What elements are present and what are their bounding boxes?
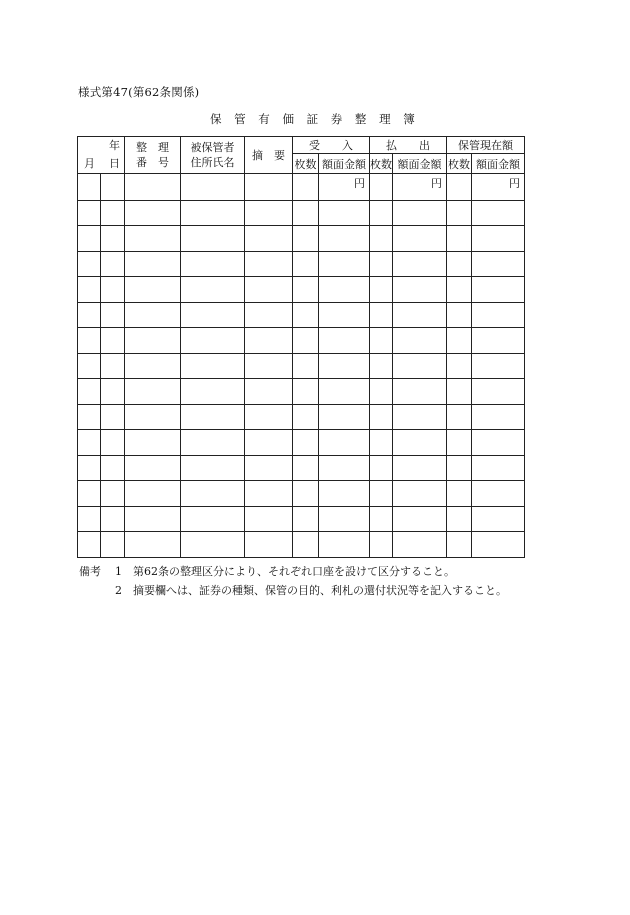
cell-month (78, 277, 101, 303)
cell-balance-count (447, 481, 472, 507)
cell-payout-face-value (393, 481, 447, 507)
cell-balance-count (447, 328, 472, 354)
cell-payout-count (370, 200, 393, 226)
cell-payout-face-value (393, 532, 447, 558)
cell-balance-count (447, 455, 472, 481)
cell-receipt-face-value (319, 251, 370, 277)
cell-balance-count (447, 277, 472, 303)
cell-day (101, 302, 125, 328)
cell-receipt-count (293, 174, 319, 201)
cell-month (78, 174, 101, 201)
header-depositor-top: 被保管者 (190, 141, 235, 154)
cell-depositor (181, 430, 245, 456)
ledger-row (78, 379, 525, 405)
cell-receipt-count (293, 226, 319, 252)
cell-receipt-count (293, 404, 319, 430)
cell-month (78, 200, 101, 226)
cell-summary (245, 174, 293, 201)
ledger-row (78, 481, 525, 507)
ledger-row (78, 174, 525, 201)
cell-payout-count (370, 174, 393, 201)
cell-summary (245, 277, 293, 303)
cell-month (78, 430, 101, 456)
cell-balance-count (447, 200, 472, 226)
cell-month (78, 353, 101, 379)
cell-depositor (181, 251, 245, 277)
header-balance-count: 枚数 (447, 154, 472, 174)
cell-depositor (181, 302, 245, 328)
notes (79, 562, 507, 600)
cell-summary (245, 430, 293, 456)
header-balance-face-value: 額面金額 (472, 154, 525, 174)
note-text: 摘要欄へは、証券の種類、保管の目的、利札の還付状況等を記入すること。 (133, 584, 507, 597)
cell-balance-count (447, 532, 472, 558)
cell-receipt-count (293, 277, 319, 303)
cell-month (78, 328, 101, 354)
cell-payout-count (370, 353, 393, 379)
cell-receipt-face-value (319, 277, 370, 303)
cell-day (101, 277, 125, 303)
cell-summary (245, 481, 293, 507)
ledger-row (78, 277, 525, 303)
ledger-row (78, 302, 525, 328)
ledger-row (78, 200, 525, 226)
header-seiri-number (125, 137, 181, 174)
cell-balance-face-value (472, 251, 525, 277)
cell-receipt-face-value (319, 506, 370, 532)
cell-depositor (181, 200, 245, 226)
cell-payout-face-value (393, 455, 447, 481)
cell-summary (245, 200, 293, 226)
ledger-row (78, 430, 525, 456)
cell-day (101, 353, 125, 379)
ledger-row (78, 455, 525, 481)
cell-payout-count (370, 226, 393, 252)
header-row-1 (78, 137, 525, 154)
cell-balance-count (447, 302, 472, 328)
header-seiri-bottom: 番 号 (136, 156, 169, 169)
cell-seiri-number (125, 379, 181, 405)
header-payout: 払 出 (370, 137, 447, 154)
cell-month (78, 226, 101, 252)
cell-payout-face-value (393, 277, 447, 303)
cell-balance-face-value (472, 404, 525, 430)
cell-receipt-count (293, 481, 319, 507)
cell-payout-face-value (393, 379, 447, 405)
header-receipt: 受 入 (293, 137, 370, 154)
cell-payout-count (370, 455, 393, 481)
cell-balance-face-value (472, 379, 525, 405)
cell-depositor (181, 404, 245, 430)
cell-seiri-number (125, 200, 181, 226)
cell-receipt-count (293, 379, 319, 405)
cell-balance-face-value (472, 481, 525, 507)
cell-payout-count (370, 328, 393, 354)
cell-receipt-count (293, 430, 319, 456)
cell-receipt-face-value (319, 200, 370, 226)
cell-summary (245, 302, 293, 328)
cell-payout-count (370, 379, 393, 405)
cell-depositor (181, 174, 245, 201)
notes-label: 備考 (79, 565, 101, 578)
cell-month (78, 302, 101, 328)
cell-summary (245, 226, 293, 252)
cell-depositor (181, 455, 245, 481)
cell-payout-face-value (393, 226, 447, 252)
cell-receipt-face-value (319, 532, 370, 558)
cell-balance-count (447, 174, 472, 201)
cell-month (78, 455, 101, 481)
cell-seiri-number (125, 430, 181, 456)
header-payout-count: 枚数 (370, 154, 393, 174)
cell-seiri-number (125, 174, 181, 201)
cell-day (101, 251, 125, 277)
cell-receipt-face-value (319, 430, 370, 456)
cell-summary (245, 532, 293, 558)
cell-seiri-number (125, 532, 181, 558)
cell-depositor (181, 379, 245, 405)
cell-seiri-number (125, 302, 181, 328)
ledger-row (78, 506, 525, 532)
ledger-row (78, 226, 525, 252)
cell-summary (245, 251, 293, 277)
header-payout-face-value: 額面金額 (393, 154, 447, 174)
cell-payout-face-value (393, 328, 447, 354)
ledger-row (78, 328, 525, 354)
cell-receipt-face-value (319, 379, 370, 405)
cell-payout-face-value (393, 430, 447, 456)
header-year: 年 (78, 137, 125, 154)
cell-depositor (181, 481, 245, 507)
cell-seiri-number (125, 481, 181, 507)
cell-payout-count (370, 532, 393, 558)
cell-depositor (181, 226, 245, 252)
header-depositor-bottom: 住所氏名 (190, 156, 235, 169)
header-month: 月 (78, 154, 101, 174)
cell-seiri-number (125, 328, 181, 354)
cell-summary (245, 404, 293, 430)
cell-day (101, 455, 125, 481)
ledger-row (78, 404, 525, 430)
cell-balance-count (447, 404, 472, 430)
cell-receipt-count (293, 532, 319, 558)
cell-balance-count (447, 353, 472, 379)
cell-day (101, 430, 125, 456)
yen-mark: 円 (319, 174, 370, 201)
cell-balance-face-value (472, 226, 525, 252)
cell-receipt-face-value (319, 328, 370, 354)
cell-depositor (181, 506, 245, 532)
cell-receipt-face-value (319, 481, 370, 507)
cell-payout-face-value (393, 404, 447, 430)
cell-seiri-number (125, 277, 181, 303)
cell-balance-face-value (472, 353, 525, 379)
cell-balance-face-value (472, 430, 525, 456)
note-item-1 (79, 562, 507, 581)
cell-balance-count (447, 379, 472, 405)
note-text: 第62条の整理区分により、それぞれ口座を設けて区分すること。 (133, 565, 455, 578)
securities-register-table (77, 136, 525, 558)
cell-balance-face-value (472, 328, 525, 354)
cell-payout-count (370, 302, 393, 328)
cell-summary (245, 379, 293, 405)
cell-balance-face-value (472, 200, 525, 226)
cell-seiri-number (125, 506, 181, 532)
cell-day (101, 328, 125, 354)
note-number: 1 (115, 565, 122, 578)
header-balance: 保管現在額 (447, 137, 525, 154)
cell-summary (245, 506, 293, 532)
cell-receipt-count (293, 302, 319, 328)
cell-depositor (181, 532, 245, 558)
header-seiri-top: 整 理 (136, 141, 169, 154)
yen-mark: 円 (393, 174, 447, 201)
cell-receipt-face-value (319, 404, 370, 430)
ledger-row (78, 532, 525, 558)
cell-payout-face-value (393, 200, 447, 226)
cell-receipt-count (293, 328, 319, 354)
cell-receipt-count (293, 506, 319, 532)
note-number: 2 (115, 584, 122, 597)
cell-month (78, 481, 101, 507)
cell-receipt-count (293, 200, 319, 226)
cell-seiri-number (125, 353, 181, 379)
cell-day (101, 200, 125, 226)
cell-receipt-face-value (319, 302, 370, 328)
cell-balance-face-value (472, 277, 525, 303)
cell-seiri-number (125, 404, 181, 430)
cell-payout-count (370, 481, 393, 507)
cell-summary (245, 455, 293, 481)
header-receipt-face-value: 額面金額 (319, 154, 370, 174)
cell-balance-count (447, 506, 472, 532)
header-depositor (181, 137, 245, 174)
cell-receipt-count (293, 251, 319, 277)
cell-receipt-count (293, 353, 319, 379)
cell-seiri-number (125, 251, 181, 277)
cell-day (101, 226, 125, 252)
cell-month (78, 506, 101, 532)
cell-receipt-count (293, 455, 319, 481)
ledger-row (78, 353, 525, 379)
header-summary: 摘 要 (245, 137, 293, 174)
cell-summary (245, 328, 293, 354)
cell-payout-count (370, 430, 393, 456)
cell-day (101, 379, 125, 405)
cell-seiri-number (125, 226, 181, 252)
cell-balance-face-value (472, 455, 525, 481)
cell-receipt-face-value (319, 455, 370, 481)
cell-balance-count (447, 251, 472, 277)
cell-payout-face-value (393, 353, 447, 379)
ledger-row (78, 251, 525, 277)
cell-receipt-face-value (319, 353, 370, 379)
cell-summary (245, 353, 293, 379)
cell-balance-face-value (472, 506, 525, 532)
header-day: 日 (101, 154, 125, 174)
cell-payout-face-value (393, 506, 447, 532)
cell-month (78, 404, 101, 430)
cell-day (101, 506, 125, 532)
cell-depositor (181, 328, 245, 354)
form-number: 様式第47(第62条関係) (78, 85, 200, 99)
cell-month (78, 532, 101, 558)
cell-day (101, 404, 125, 430)
document-title: 保 管 有 価 証 券 整 理 簿 (210, 112, 420, 126)
cell-payout-count (370, 404, 393, 430)
cell-day (101, 481, 125, 507)
cell-balance-face-value (472, 532, 525, 558)
cell-balance-count (447, 226, 472, 252)
cell-day (101, 532, 125, 558)
yen-mark: 円 (472, 174, 525, 201)
cell-day (101, 174, 125, 201)
cell-depositor (181, 277, 245, 303)
cell-month (78, 379, 101, 405)
note-item-2 (79, 581, 507, 600)
cell-payout-count (370, 251, 393, 277)
cell-payout-face-value (393, 302, 447, 328)
header-receipt-count: 枚数 (293, 154, 319, 174)
cell-month (78, 251, 101, 277)
cell-depositor (181, 353, 245, 379)
cell-seiri-number (125, 455, 181, 481)
cell-payout-face-value (393, 251, 447, 277)
cell-balance-face-value (472, 302, 525, 328)
cell-receipt-face-value (319, 226, 370, 252)
cell-payout-count (370, 506, 393, 532)
cell-balance-count (447, 430, 472, 456)
cell-payout-count (370, 277, 393, 303)
